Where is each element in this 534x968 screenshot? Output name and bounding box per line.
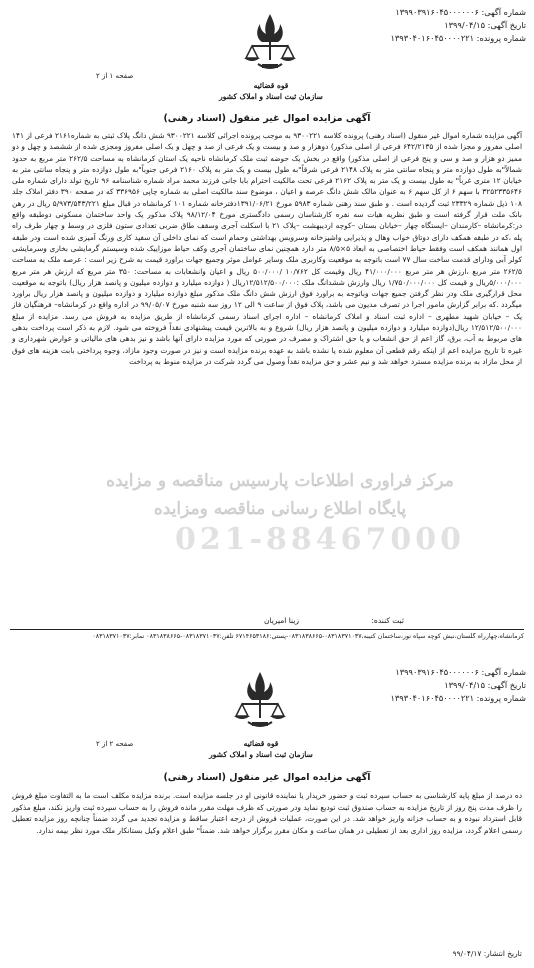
page-number: صفحه ۲ از ۲ xyxy=(96,740,134,748)
notice-body: ده درصد از مبلغ پایه کارشناسی به حساب سپرده ثبت و حضور خریدار یا نماینده قانونی او در جلسه مزایده است. برنده مزایده مکلف است ما به التفاوت مبلغ فروش را ظرف مدت پنج روز از تاریخ مزایده به حساب صندوق ثبت تودیع نماید ودر صورتی که ظرف مهلت مقرر مانده فروش را به حساب سپرده ثبت واریز نکند، مبلغ مذکور قابل استرداد نبوده و به حساب خزانه واریز خواهد شد. در این صورت، عملیات فروش از درجه اعتبار ساقط و مزایده تجدید می گردد ضمناً چنانچه روز مزایده تعطیل رسمی اعلام گردد، مزایده روز اداری بعد از تعطیلی در همان ساعت و مکان مقرر برگزار خواهد شد. ضمناً" طبق اعلام وکیل بستانکار ملک مورد نظر بیمه ندارد. xyxy=(12,791,522,835)
agency-name: سازمان ثبت اسناد و املاک کشور xyxy=(209,750,313,759)
notice-header xyxy=(391,666,526,705)
file-number: شماره پرونده: ۱۳۹۳۰۴۰۱۶۰۴۵۰۰۰۰۲۲۱ xyxy=(390,693,526,703)
watermark-line: پایگاه اطلاع رسانی مناقصه ومزایده xyxy=(153,499,407,519)
footer-address: کرمانشاه،چهارراه گلستان،نبش کوچه سپاه نور،ساختمان کتیبه،۰۸۳۱۸۳۷۱۰۳۷-۰۸۳۱۸۳۸۶۶۵-پستی:۶۷۱۴۶۵۳۱۸۶ تلفن:۰۸۳۱۸۳۷۱۰۳۷-۰۸۳۱۸۳۸۶۶۵ نمابر:۰۸۳۱۸۳۷۱۰۳۷ xyxy=(92,633,524,640)
registrar-label: ثبت کننده: xyxy=(371,616,404,625)
notice-body: آگهی مزایده شماره اموال غیر منقول (اسناد رهنی) پرونده کلاسه ۹۳۰۰۲۲۱ به موجب پرونده اجرائی کلاسه ۹۳۰۰۲۲۱ شش دانگ پلاک ثبتی به شماره۲۱۶۱ فرعی از ۱۴۱ اصلی مفروز و مجزا شده از ۶۴۲/۲۱۳۵ فرعی از اصلی مذکور) دوهزار و صد و بیست و یک فرعی از صد و چهل و یک اصلی مفروز ومجزی شده از ششصد و چهل و دو ممیز دو هزار و صد و سی و پنج فرعی از اصلی مذکور) واقع در بخش یک حوضه ثبت ملک کرمانشاه ناحیه یک استان کرمانشاه به مساحت ۲۶۲/۵ متر مربع به حدود شمالاً"به طول دوازده متر و پنجاه سانتی متر به پلاک ۲۱۴۸ فرعی شرقاً"به طول بیست و یک متر به پلاک ۲۱۶۰ فرعی جنوباً"به طول دوازده متر و پنجاه سانتی متر به خیابان ۱۲ متری غرباً" به طول بیست و یک متر به پلاک ۲۱۶۲ فرعی تحت مالکیت احترام بابا جانی فرزند محمد مراد شماره شناسنامه ۹۶ تاریخ تولد دارای شماره ملی ۳۲۵۲۳۳۵۶۴۶ با سهم ۶ از کل سهم ۶ به عنوان مالک شش دانگ عرصه و اعیان ، موضوع سند مالکیت اصلی به شماره چاپی ۳۳۶۹۵۶ که در صفحه ۳۹۰ دفتر املاک جلد ۱۰۸ ذیل شماره ۲۳۳۲۹ ثبت گردیده است . و طبق سند رهنی شماره ۵۹۸۳ مورخ ۱۳۹۱/۰۶/۲۱دفترخانه شماره ۱۰۱ کرمانشاه در قبال مبلغ ۵/۹۷۳/۵۴۳/۲۲۱ ریال در رهن بانک ملت قرار گرفته است و طبق نظریه هیات سه نفره کارشناسان رسمی دادگستری مورخ ۹۸/۱۲/۰۴ پلاک مذکور یک واحد ساختمان مسکونی دوطبقه واقع در:کرمانشاه –کارمندان –ایستگاه چهار –خیابان بستان –کوچه اردیبهشت –پلاک ۲۱ با اسکلت آجری وسقف طاق ضربی تعدادی ستون فلزی در وسط و چهار طرف راه پله ،که در طبقه همکف دارای دوتاق خواب وهال و پذیرایی واشپزخانه وسرویس بهداشتی وحمام است که نمای داخلی آن سفید کاری ورنگ آمیزی شده است ودر طبقه اول همانند همکف است وفقط حیاط اختصاصی به ابعاد ۵×۸/۵ متر دارد همچنین نمای ساختمان آجری وکف حیاط موزاییک شده وسیستم گرمایشی بخاری وسرمایشی کولر آبی ودارای قدمت ساخت سال ۷۷ است باتوجه به موقعیت وکاربری ملک وسایر عوامل موثر وجمیع جهات براورد قیمت به شرح زیر است : عرصه ملک به مساحت ۲۶۲/۵ متر مربع ،ارزش هر متر مربع ۴۱/۰۰۰/۰۰۰ ریال وقیمت کل ۱۰/۷۶۲ /۵۰۰/۰۰۰ ریال و اعیان وانشعابات به مساحت: ۳۵۰ متر مربع که ارزش هر متر مربع ۵/۰۰۰/۰۰۰ریال و قیمت کل ۱/۷۵۰/۰۰۰/۰۰۰ ریال وارزش ششدانگ ملک :۱۲/۵۱۲/۵۰۰/۰۰۰ریال ( دوازده میلیارد و دوازده میلیون و پانصد هزار ریال) باتوجه به موقعیت محل قرارگیری ملک ودر نظر گرفتن جمیع جهات وباتوجه به براورد فوق ارزش شش دانگ ملک مذکور مبلغ دوازده میلیارد و دوازده میلیون و پانصد هزار ریال براورد میگردد .که برابر گزارش مامور اجرا در تصرف مدیون می باشد، پلاک فوق از ساعت ۹ الی ۱۲ روز سه شنبه مورخ ۹۹/۰۵/۰۷ در اداره واقع در کرمانشاه– فرهنگیان فاز یک – خیابان شهید مطهری – اداره ثبت اسناد و املاک کرمانشاه – اداره اجرای اسناد رسمی کرمانشاه از طریق مزایده به فروش می رسد. مزایده از مبلغ ۱۲/۵۱۲/۵۰۰/۰۰۰ ریال(دوازده میلیارد و دوازده میلیون و پانصد هزار ریال) شروع و به بالاترین قیمت پیشنهادی نقداً فروخته می شود. لازم به ذکر است پرداخت بدهی های مربوط به آب، برق، گاز اعم از حق انشعاب و یا حق اشتراک و مصرف در صورتی که مورد مزایده دارای آنها باشد و نیز بدهی های مالیاتی و عوارض شهرداری و غیره تا تاریخ مزایده اعم از اینکه رقم قطعی آن معلوم شده یا نشده باشد به عهده برنده مزایده است و نیز در صورت وجود مازاد، وجوه پرداختی بابت هزینه های فوق از محل مازاد به برنده مزایده مسترد خواهد شد و نیم عشر و حق مزایده نقداً وصول می گردد شرکت در مزایده منوط به پرداخت xyxy=(12,131,523,366)
file-number: شماره پرونده: ۱۳۹۳۰۴۰۱۶۰۴۵۰۰۰۰۲۲۱ xyxy=(390,33,526,43)
ad-number: شماره آگهی: ۱۳۹۹۰۳۹۱۶۰۴۵۰۰۰۰۰۰۶ xyxy=(395,7,526,17)
judiciary-name: قوه قضائیه xyxy=(243,739,279,748)
watermark-line: مرکز فراوری اطلاعات پارسیس مناقصه و مزایده xyxy=(106,471,454,491)
footer-divider xyxy=(10,629,524,630)
notice-title: آگهی مزایده اموال غیر منقول (اسناد رهنی) xyxy=(163,772,371,783)
notice-header xyxy=(391,6,526,45)
ad-number: شماره آگهی: ۱۳۹۹۰۳۹۱۶۰۴۵۰۰۰۰۰۰۶ xyxy=(395,667,526,677)
page-number: صفحه ۱ از ۲ xyxy=(96,72,134,80)
agency-name: سازمان ثبت اسناد و املاک کشور xyxy=(219,92,323,101)
judiciary-name: قوه قضائیه xyxy=(253,81,289,90)
ad-date: تاریخ آگهی: ۱۳۹۹/۰۴/۱۵ xyxy=(444,680,526,690)
notice-page-2 xyxy=(0,652,534,968)
org-name xyxy=(196,80,346,102)
judiciary-emblem-icon xyxy=(228,666,292,736)
org-name xyxy=(186,738,336,760)
ad-date: تاریخ آگهی: ۱۳۹۹/۰۴/۱۵ xyxy=(444,20,526,30)
registrar-name: زینا امیریان xyxy=(263,616,299,625)
watermark-phone: 021-88467000 xyxy=(174,522,466,557)
publish-date: تاریخ انتشار: ۹۹/۰۴/۱۷ xyxy=(452,949,522,958)
notice-title: آگهی مزایده اموال غیر منقول (اسناد رهنی) xyxy=(163,113,371,124)
judiciary-emblem-icon xyxy=(238,8,302,78)
